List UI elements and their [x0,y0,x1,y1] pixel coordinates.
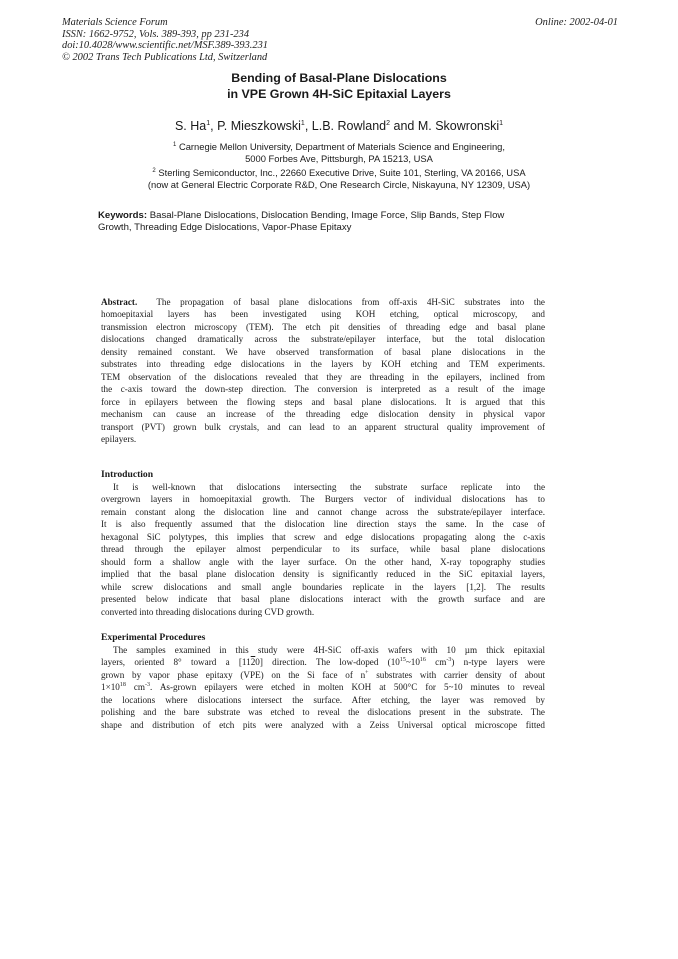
abstract-line: transmission electron microscopy (TEM). The etch pit densities of threading edge and basal plane [101,321,545,332]
abstract-line: dislocations changed dramatically across the substrate/epilayer interface, but the total dislocation [101,334,545,345]
abstract-line: substrates into threading edge dislocations in the layers by KOH etching and TEM experiments. [101,359,545,370]
abstract-line: epilayers. [101,433,137,444]
experimental-line: layers, oriented 8° toward a [1120] direction. The low-doped ($10^{15}\sim 10^{16}$ $cm^{-3}$) n-type layers were [101,657,545,668]
online-date: Online: 2002-04-01 [535,17,618,28]
experimental-line: the locations where dislocations intersect the surface. After etching, the layer was removed by [101,694,545,705]
author-name: M. Skowronski [417,119,500,133]
abstract-line: density remained constant. We have observed transformation of basal plane dislocations in the [101,346,545,357]
introduction-line: thread through the epilayer almost perpendicular to its surface, while basal plane dislocations [101,544,545,555]
title-line-1: Bending of Basal-Plane Dislocations [231,71,447,85]
experimental-line: The samples examined in this study were 4H-SiC off-axis wafers with 10 µm thick epitaxial [113,645,545,655]
experimental-line: grown by vapor phase epitaxy (VPE) on the Si face of n+ substrates with carrier density of about [101,669,545,680]
author-affiliation-mark: 1 [206,120,211,127]
introduction-line: presented below indicate that basal plane dislocations interact with the growth surface and are [101,594,545,605]
affiliation-line: Sterling Semiconductor, Inc., 22660 Executive Drive, Suite 101, Sterling, VA 20166, USA [158,167,526,178]
title-line-2: in VPE Grown 4H-SiC Epitaxial Layers [227,86,451,101]
journal-header [62,17,618,63]
abstract-label: Abstract. [101,297,138,307]
introduction-line: It is well-known that dislocations intersecting the substrate surface replicate into the [113,482,545,492]
doi-line: doi:10.4028/www.scientific.net/MSF.389-393.231 [62,40,268,52]
author-name: S. Ha [174,119,207,133]
introduction-line: overgrown layers in homoepitaxial growth. The Burgers vector of individual dislocations has to [101,494,545,505]
introduction-line: should form a shallow angle with the layer surface. On the other hand, X-ray topography studies [101,556,545,567]
affiliation-2 [0,167,678,190]
introduction-line: converted into threading dislocations during CVD growth. [101,606,315,617]
copyright-line: © 2002 Trans Tech Publications Ltd, Switzerland [62,51,268,63]
experimental-line: $1\times 10^{18}$ $cm^{-3}$. As-grown epilayers were etched in molten KOH at 500°C for 5~10 minutes to reveal [101,682,545,693]
keywords-block [98,210,528,234]
paper-title [0,71,678,102]
experimental-line: polishing and the bare substrate was etched to reveal the dislocations present in the substrate. The [101,707,545,718]
author-conjunction: and [393,119,415,133]
abstract-line: homoepitaxial layers has been investigated using KOH etching, optical microscopy, and [101,309,545,320]
introduction-line: remain constant along the dislocation line and cannot change across the substrate/epilayer interface. [101,506,545,517]
introduction-section [101,468,545,618]
abstract-line: transport (PVT) grown bulk crystals, and can lead to an apparent structural quality improvement of [101,421,545,432]
author-list: S. Ha$^1$, P. Mieszkowski$^1$, L.B. Rowland$^2$ and M. Skowronski$^1$ [174,119,504,133]
abstract-line: the c-axis toward the down-step direction. The conversion is interpreted as a result of the image [101,384,545,395]
affiliation-mark: 2 [152,168,156,174]
author-affiliation-mark: 2 [386,120,391,127]
introduction-line: implied that the basal plane dislocation density is significantly reduced in the SiC epitaxial layers, [101,569,545,580]
author-affiliation-mark: 1 [300,120,305,127]
abstract-line: mechanism can cause an increase of the threading edge dislocation density in physical vapor [101,409,545,420]
introduction-line: hexagonal SiC polytypes, this implies that screw and edge dislocations propagating along the c-axis [101,531,545,542]
affiliation-line: Carnegie Mellon University, Department of Materials Science and Engineering, [178,141,505,152]
issn-line: ISSN: 1662-9752, Vols. 389-393, pp 231-234 [62,28,250,40]
experimental-line: shape and distribution of etch pits were analyzed with a Zeiss Universal optical microscope fitted [101,719,545,730]
experimental-section [101,631,545,731]
author-name: L.B. Rowland [311,119,387,133]
abstract-line: TEM observation of the dislocations revealed that they are threading in the epilayers, inclined from [101,371,545,382]
author-affiliation-mark: 1 [499,120,504,127]
author-name: P. Mieszkowski [217,119,301,133]
introduction-line: It is also frequently assumed that the dislocation line direction stays the same. In the case of [101,519,545,530]
introduction-heading: Introduction [101,469,154,480]
keywords-text: Growth, Threading Edge Dislocations, Vapor-Phase Epitaxy [98,222,352,234]
keywords-text: Basal-Plane Dislocations, Dislocation Bending, Image Force, Slip Bands, Step Flow [149,210,505,221]
journal-name: Materials Science Forum [62,17,168,28]
abstract-line: The propagation of basal plane dislocations from off-axis 4H-SiC substrates into the [156,297,545,307]
affiliation-mark: 1 [173,142,177,148]
keywords-label: Keywords: [98,210,148,221]
affiliation-1 [0,141,678,164]
introduction-line: while screw dislocations and small angle boundaries replicate in the layers [1,2]. The results [101,581,545,592]
experimental-heading: Experimental Procedures [101,632,206,643]
abstract-line: force in epilayers between the flowing steps and basal plane dislocations. It is argued that this [101,396,545,407]
affiliation-line: (now at General Electric Corporate R&D, One Research Circle, Niskayuna, NY 12309, USA) [147,178,531,190]
affiliation-line: 5000 Forbes Ave, Pittsburgh, PA 15213, USA [245,152,433,164]
abstract-section [101,296,545,445]
